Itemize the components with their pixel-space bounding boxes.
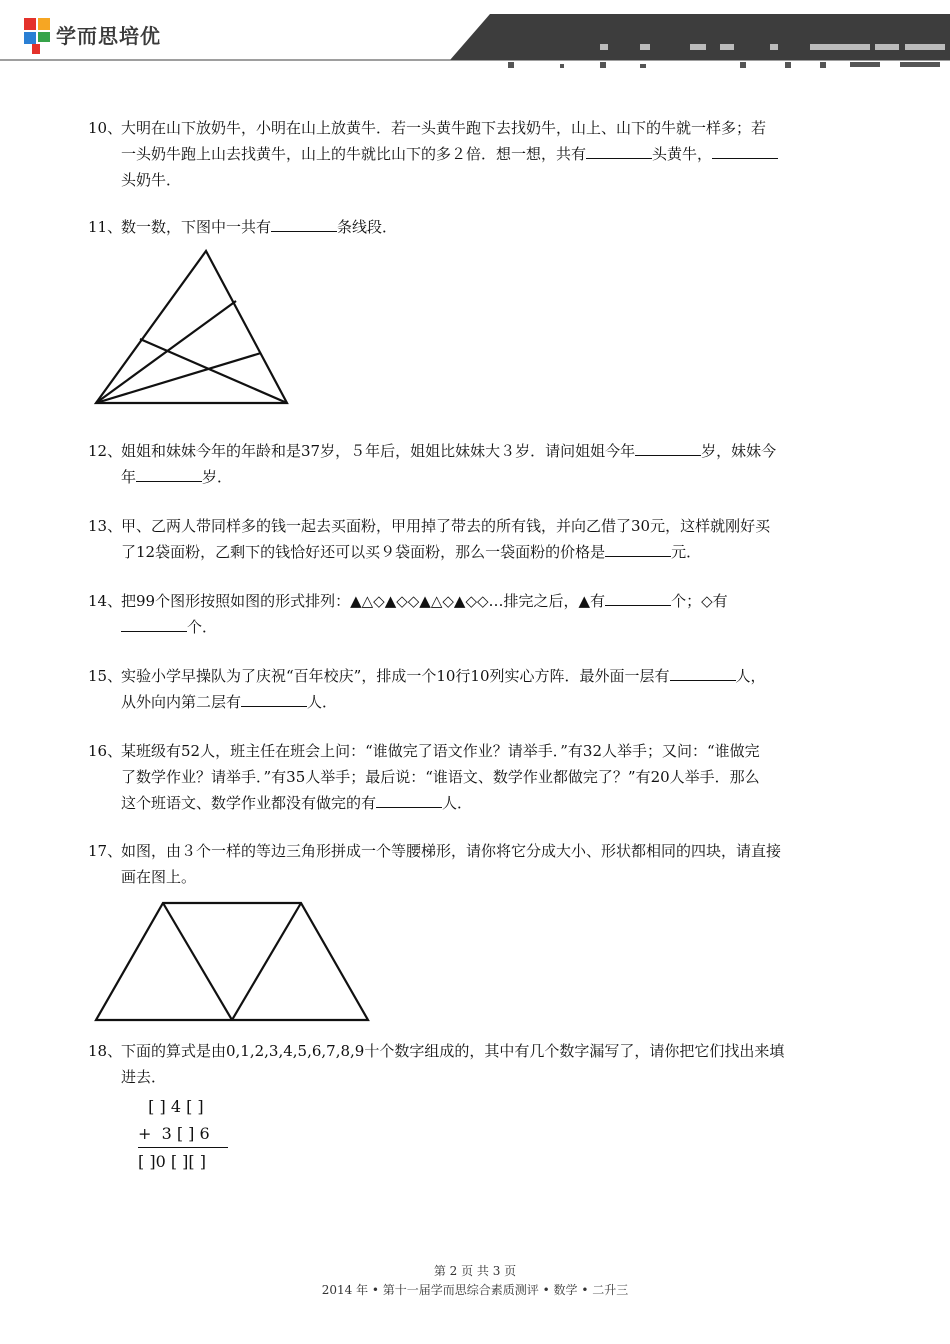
- answer-blank[interactable]: [121, 617, 187, 632]
- question-text: 实验小学早操队为了庆祝“百年校庆”，排成一个10行10列实心方阵．最外面一层有: [121, 667, 670, 685]
- question-number: 14、: [88, 592, 123, 610]
- addition-puzzle: [138, 1093, 228, 1175]
- trapezoid-figure: [90, 898, 375, 1026]
- question-text: 把99个图形按照如图的形式排列：▲△◇▲◇◇▲△◇▲◇◇…排完之后，▲有: [121, 592, 606, 610]
- question-text: 一头奶牛跑上山去找黄牛，山上的牛就比山下的多２倍．想一想，共有: [121, 145, 587, 163]
- question-text: 这个班语文、数学作业都没有做完的有: [121, 794, 377, 812]
- question-text: 进去．: [121, 1068, 167, 1086]
- question-17: [88, 838, 853, 890]
- question-number: 17、: [88, 842, 123, 860]
- question-text: 姐姐和妹妹今年的年龄和是37岁，５年后，姐姐比妹妹大３岁．请问姐姐今年: [121, 442, 636, 460]
- question-text: 人，: [735, 667, 766, 685]
- logo-text: 学而思培优: [56, 24, 161, 48]
- calc-row-2[interactable]: + 3 [ ] 6: [138, 1120, 228, 1148]
- page-number: 第 2 页 共 3 页: [433, 1264, 517, 1278]
- question-text: 条线段．: [337, 218, 398, 236]
- question-text: 大明在山下放奶牛，小明在山上放黄牛．若一头黄牛跑下去找奶牛，山上、山下的牛就一样多；若: [121, 119, 767, 137]
- question-10: [88, 115, 853, 193]
- answer-blank[interactable]: [376, 793, 442, 808]
- question-text: 人．: [307, 693, 338, 711]
- question-text: 下面的算式是由0,1,2,3,4,5,6,7,8,9十个数字组成的，其中有几个数字漏写了，请你把它们找出来填: [121, 1042, 785, 1060]
- question-number: 10、: [88, 119, 123, 137]
- page-header: [0, 0, 950, 75]
- question-18: [88, 1038, 853, 1090]
- answer-blank[interactable]: [241, 692, 307, 707]
- answer-blank[interactable]: [271, 217, 337, 232]
- answer-blank[interactable]: [136, 467, 202, 482]
- answer-blank[interactable]: [605, 542, 671, 557]
- answer-blank[interactable]: [586, 144, 652, 159]
- question-16: [88, 738, 853, 816]
- question-text: 了12袋面粉，乙剩下的钱恰好还可以买９袋面粉，那么一袋面粉的价格是: [121, 543, 606, 561]
- question-number: 11、: [88, 218, 123, 236]
- question-text: 画在图上。: [121, 868, 197, 886]
- question-number: 15、: [88, 667, 123, 685]
- question-text: 数一数，下图中一共有: [121, 218, 272, 236]
- question-13: [88, 513, 853, 565]
- question-text: 人．: [442, 794, 473, 812]
- logo-icon: [22, 16, 56, 56]
- question-text: 甲、乙两人带同样多的钱一起去买面粉，甲用掉了带去的所有钱，并向乙借了30元，这样就刚好买: [121, 517, 771, 535]
- calc-row-1[interactable]: [ ] 4 [ ]: [138, 1097, 204, 1116]
- calc-row-3[interactable]: [ ]0 [ ][ ]: [138, 1152, 206, 1171]
- answer-blank[interactable]: [635, 441, 701, 456]
- triangle-segments-figure: [88, 245, 298, 410]
- question-number: 18、: [88, 1042, 123, 1060]
- question-text: 某班级有52人，班主任在班会上问：“谁做完了语文作业？请举手．”有32人举手；又问：“谁做完: [121, 742, 760, 760]
- question-text: 岁，妹妹今: [701, 442, 777, 460]
- question-number: 13、: [88, 517, 123, 535]
- question-text: 头奶牛．: [121, 171, 182, 189]
- question-text: 元．: [671, 543, 702, 561]
- question-text: 岁．: [202, 468, 233, 486]
- question-number: 12、: [88, 442, 123, 460]
- question-15: [88, 663, 853, 715]
- question-text: 头黄牛，: [652, 145, 713, 163]
- question-number: 16、: [88, 742, 123, 760]
- answer-blank[interactable]: [712, 144, 778, 159]
- question-text: 从外向内第二层有: [121, 693, 242, 711]
- question-11: [88, 214, 853, 240]
- question-text: 年: [121, 468, 137, 486]
- question-12: [88, 438, 853, 490]
- question-text: 如图，由３个一样的等边三角形拼成一个等腰梯形，请你将它分成大小、形状都相同的四块，请直接: [121, 842, 782, 860]
- answer-blank[interactable]: [605, 591, 671, 606]
- footer-subtitle: 2014 年 • 第十一届学而思综合素质测评 • 数学 • 二升三: [321, 1283, 629, 1297]
- question-text: 了数学作业？请举手．”有35人举手；最后说：“谁语文、数学作业都做完了？”有20人举手．那么: [121, 768, 760, 786]
- question-text: 个．: [187, 618, 218, 636]
- answer-blank[interactable]: [670, 666, 736, 681]
- question-text: 个；◇有: [671, 592, 728, 610]
- question-14: [88, 588, 853, 640]
